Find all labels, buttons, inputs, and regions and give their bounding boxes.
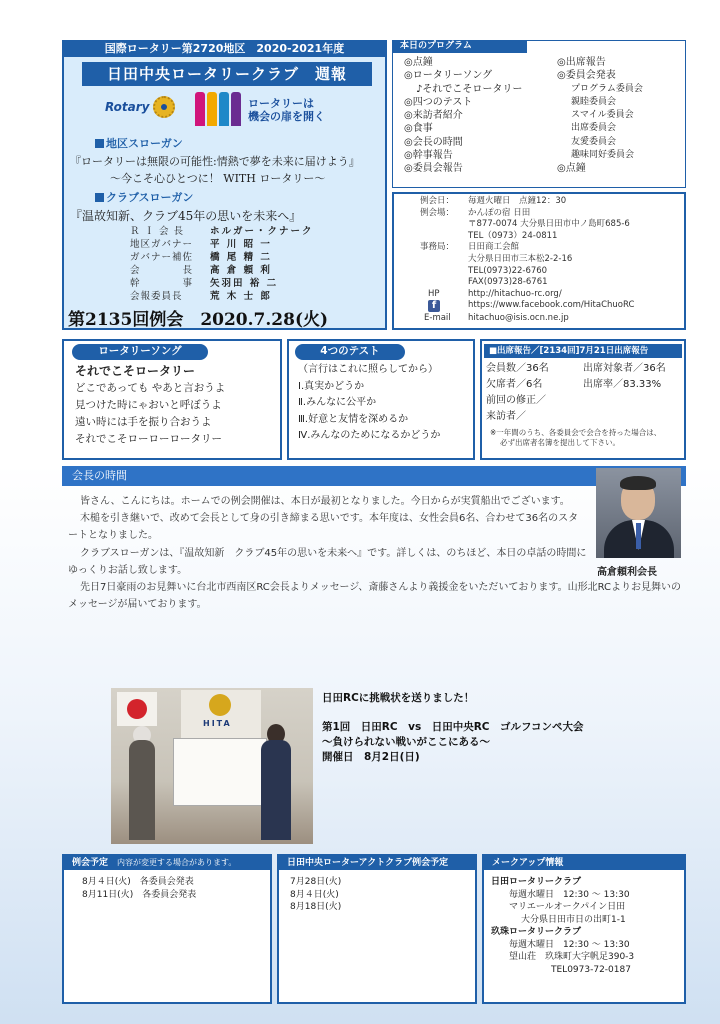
officers-list bbox=[130, 225, 314, 303]
song-lyrics: どこであっても やあと言おうよ 見つけた時にゃおいと呼ぼうよ 遠い時には手を振り合おうよ それでこそローローロータリー bbox=[75, 382, 226, 445]
ri-theme: ロータリーは 機会の扉を開く bbox=[248, 97, 325, 123]
rotaract-list: 7月28日(火) 8月４日(火) 8月18日(火) bbox=[290, 877, 342, 912]
program-title: 本日のプログラム bbox=[392, 40, 527, 53]
district-slogan: 『ロータリーは無限の可能性:情熱で夢を未来に届けよう』 bbox=[70, 155, 360, 168]
program-right-list bbox=[557, 56, 643, 176]
officer-row: 幹 事 矢羽田 裕 二 bbox=[130, 278, 279, 289]
program-item: プログラム委員会 bbox=[571, 83, 643, 94]
club-title: 日田中央ロータリークラブ 週報 bbox=[82, 62, 372, 86]
attendance-note: ※一年間のうち、各委員会で会合を持った場合は、 必ず出席者名簿を提出して下さい。 bbox=[490, 428, 662, 447]
program-item: ◎委員会発表 bbox=[557, 70, 616, 82]
officer-row: ガバナー補佐 橋 尾 精 二 bbox=[130, 252, 272, 263]
program-item: ◎来訪者紹介 bbox=[404, 110, 463, 122]
golf-announcement: 日田RCに挑戦状を送りました！ 第1回 日田RC vs 日田中央RC ゴルフコンペ大会 ～負けられない戦いがここにある～ 開催日 8月2日(日) bbox=[322, 692, 584, 763]
attendance-title: ■出席報告／[2134回]7月21日出席報告 bbox=[484, 344, 682, 358]
district-slogan-sub: ～今こそ心ひとつに！ WITH ロータリー～ bbox=[110, 172, 326, 185]
portrait-caption: 高倉頼利会長 bbox=[597, 567, 657, 578]
schedule-title: 例会予定 内容が変更する場合があります。 bbox=[64, 856, 270, 870]
program-item: 趣味同好委員会 bbox=[571, 150, 635, 161]
district-band: 国際ロータリー第2720地区 2020-2021年度 bbox=[62, 40, 387, 57]
makeup-title: メークアップ情報 bbox=[484, 856, 684, 870]
officer-row: 会報委員長 荒 木 士 郎 bbox=[130, 291, 272, 302]
four-test-list: （言行はこれに照らしてから） Ⅰ.真実かどうか Ⅱ.みんなに公平か Ⅲ.好意と友情を深めるか Ⅳ.みんなのためになるかどうか bbox=[298, 364, 441, 441]
song-title-pill: ロータリーソング bbox=[72, 344, 208, 360]
district-slogan-label: 地区スローガン bbox=[95, 135, 183, 151]
meeting-number-date: 第2135回例会 2020.7.28(火) bbox=[68, 310, 329, 330]
club-slogan: 『温故知新、クラブ45年の思いを未来へ』 bbox=[70, 209, 302, 223]
email-link[interactable]: hitachuo@isis.ocn.ne.jp bbox=[468, 312, 569, 323]
program-item: ◎四つのテスト bbox=[404, 96, 473, 108]
program-item: ◎点鐘 bbox=[557, 163, 586, 175]
officer-row: 地区ガバナー 平 川 昭 一 bbox=[130, 239, 272, 250]
program-left-list bbox=[404, 56, 522, 176]
schedule-list: 8月４日(火) 各委員会発表 8月11日(火) 各委員会発表 bbox=[82, 877, 197, 900]
program-item: スマイル委員会 bbox=[571, 110, 634, 121]
program-item: ◎点鐘 bbox=[404, 57, 433, 68]
song-name: それでこそロータリー bbox=[75, 364, 196, 378]
program-item: 出席委員会 bbox=[571, 123, 617, 134]
program-item: 親睦委員会 bbox=[571, 96, 617, 107]
program-item: ◎幹事報告 bbox=[404, 150, 453, 162]
club-slogan-label: クラブスローガン bbox=[95, 189, 193, 205]
program-item: ◎会長の時間 bbox=[404, 136, 463, 148]
facebook-icon[interactable]: f bbox=[428, 300, 440, 312]
program-item: ◎食事 bbox=[404, 123, 433, 135]
doors-logo-icon bbox=[195, 92, 243, 126]
program-item: ◎出席報告 bbox=[557, 57, 606, 68]
officer-row: 会 長 高 倉 頼 利 bbox=[130, 265, 272, 276]
program-item: 友愛委員会 bbox=[571, 136, 617, 147]
club-info: 例会日： 毎週火曜日 点鐘12：30 例会場： かんぽの宿 日田 〒877-0074 大分県日田市中ノ島町685-6 TEL（0973）24-0811 事務局： 日田商工会館 大分県日田市三本松2-2-16 TEL(0973)22-6760 FAX(0973)28-6761 HP http://hitachuo-rc.org/ f https://www.facebook.com/HitaChuoRC E-mail hitachuo@isis.ocn.ne.jp bbox=[420, 196, 635, 323]
makeup-info: 日田ロータリークラブ 毎週水曜日 12:30 ～ 13:30 マリエールオークパイン日田 大分県日田市日の出町1-1 玖珠ロータリークラブ 毎週木曜日 12:30 ～ 13:30 望山荘 玖珠町大字帆足390-3 TEL0973-72-0187 bbox=[491, 877, 635, 975]
rotary-logo-text: Rotary bbox=[105, 100, 150, 114]
challenge-photo: HITA bbox=[111, 688, 313, 844]
homepage-link[interactable]: http://hitachuo-rc.org/ bbox=[468, 288, 562, 299]
program-item: ◎ロータリーソング bbox=[404, 70, 493, 82]
rotary-wheel-icon bbox=[153, 96, 175, 118]
attendance-values: 会員数／36名 出席対象者／36名 欠席者／6名 出席率／83.33% 前回の修正／ 来訪者／ bbox=[486, 363, 666, 422]
program-item: ◎委員会報告 bbox=[404, 163, 463, 175]
facebook-link[interactable]: https://www.facebook.com/HitaChuoRC bbox=[468, 300, 635, 311]
officer-row: Ｒ Ｉ 会 長 ホルガー・クナーク bbox=[130, 226, 314, 237]
president-message: 皆さん、こんにちは。ホームでの例会開催は、本日が最初となりました。今日からが実質船出でございます。 木槌を引き継いで、改めて会長として身の引き締まる思いです。本年度は、女性会員6名、合わせて36名のスタートとなりました。 クラブスローガンは、『温故知新 クラブ45年の思いを未来へ』です。詳しくは、のちほど、本日の卓話の時間にゆっくりお話し致します。 先日7日豪雨のお見舞いに台北市西南区RC会長よりメッセージ、斎藤さんより義援金をいただいております。山形北RCよりお見舞いのメッセージが届いております。 bbox=[68, 496, 682, 611]
rotaract-title: 日田中央ローターアクトクラブ例会予定 bbox=[279, 856, 475, 870]
program-item: ♪それでこそロータリー bbox=[416, 83, 523, 95]
president-section-title: 会長の時間 bbox=[62, 466, 686, 486]
four-test-title-pill: 4つのテスト bbox=[295, 344, 405, 360]
